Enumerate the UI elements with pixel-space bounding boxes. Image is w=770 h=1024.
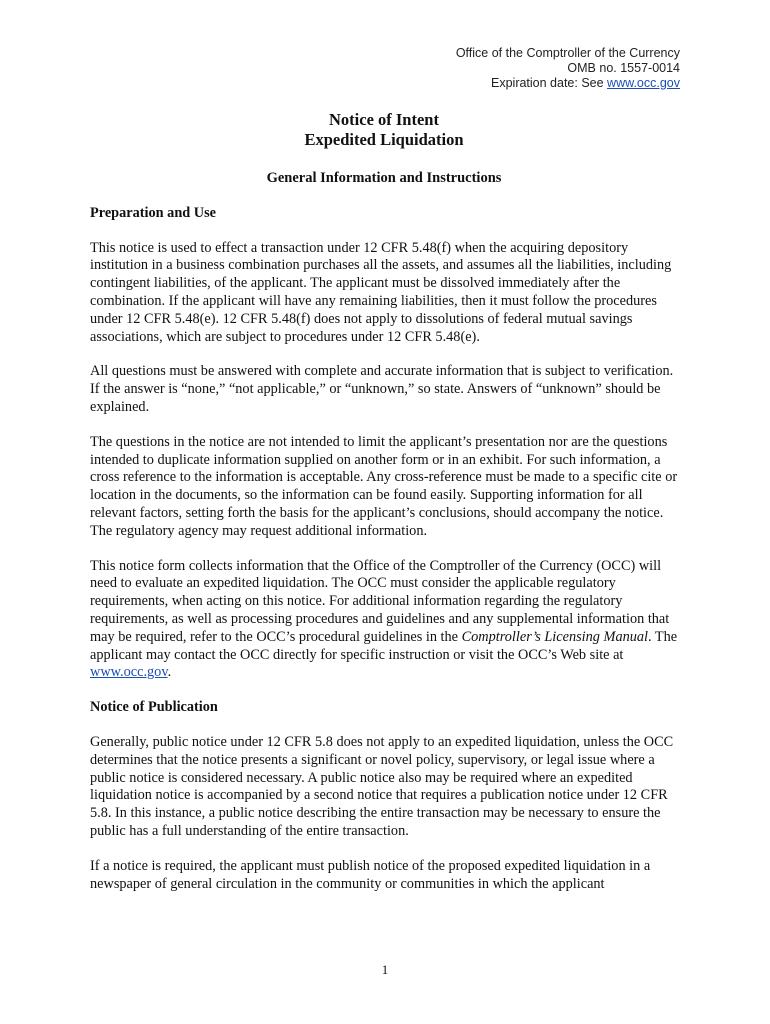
section-heading-preparation: Preparation and Use [90,204,217,221]
page-number: 1 [381,962,389,977]
document-body [90,110,678,893]
title-line-1: Notice of Intent [329,110,439,129]
expiration-prefix: Expiration date: See [491,76,608,90]
paragraph-publication-2: If a notice is required, the applicant must publish notice of the proposed expedited liquidation in a newspaper of general circulation in the community or communities in which the applicant [90,857,651,892]
paragraph-preparation-3: The questions in the notice are not intended to limit the applicant’s presentation nor are the questions intended to duplicate information supplied on another form or in an exhibit. For such information, a cross reference to the information is acceptable. Any cross-reference must be made to a specific cite or location in the documents, so the information can be found easily. Supporting information for all relevant factors, setting forth the basis for the applicant’s conclusions, should accompany the notice. The regulatory agency may request additional information. [90,433,678,539]
section-heading-publication: Notice of Publication [90,699,218,716]
licensing-manual-title: Comptroller’s Licensing Manual [461,628,649,645]
paragraph-4-text-a: This notice form collects information that the Office of the Comptroller of the Currency (OCC) will need to evaluate an expedited liquidation. The OCC must consider the applicable regulatory requirements, when acting on this notice. For additional information regarding the regulatory requirements, as well as processing procedures and guidelines and any supplemental information that may be required, refer to the OCC’s procedural guidelines in the [90,557,670,645]
occ-website-link-body[interactable]: www.occ.gov [90,664,168,681]
agency-name: Office of the Comptroller of the Currency [455,46,680,60]
document-subtitle: General Information and Instructions [266,170,502,186]
paragraph-publication-1: Generally, public notice under 12 CFR 5.8 does not apply to an expedited liquidation, unless the OCC determines that the notice presents a significant or novel policy, supervisory, or legal issue where a public notice is considered necessary. A public notice also may be required where an expedited liquidation notice is accompanied by a second notice that requires a publication notice under 12 CFR 5.8. In this instance, a public notice describing the entire transaction may be necessary to ensure the public has a full understanding of the entire transaction. [90,733,674,839]
occ-website-link[interactable]: www.occ.gov [607,76,680,90]
paragraph-4-text-b: . The applicant may contact the OCC directly for specific instruction or visit the OCC’s Web site at [90,628,678,663]
document-title [90,110,678,150]
paragraph-preparation-2: All questions must be answered with complete and accurate information that is subject to verification. If the answer is “none,” “not applicable,” or “unknown,” so state. Answers of “unknown” should be explained. [90,363,674,415]
title-line-2: Expedited Liquidation [304,130,464,149]
paragraph-4-period: . [167,664,172,681]
paragraph-preparation-1: This notice is used to effect a transaction under 12 CFR 5.48(f) when the acquiring depository institution in a business combination purchases all the assets, and assumes all the liabilities, including contingent liabilities, of the applicant. The applicant must be dissolved immediately after the combination. If the applicant will have any remaining liabilities, then it must follow the procedures under 12 CFR 5.48(e). 12 CFR 5.48(f) does not apply to dissolutions of federal mutual savings associations, which are subject to procedures under 12 CFR 5.48(e). [90,239,672,345]
document-header [456,46,680,91]
expiration-date [456,76,680,91]
omb-number: OMB no. 1557-0014 [567,61,680,75]
paragraph-preparation-4 [90,558,678,683]
